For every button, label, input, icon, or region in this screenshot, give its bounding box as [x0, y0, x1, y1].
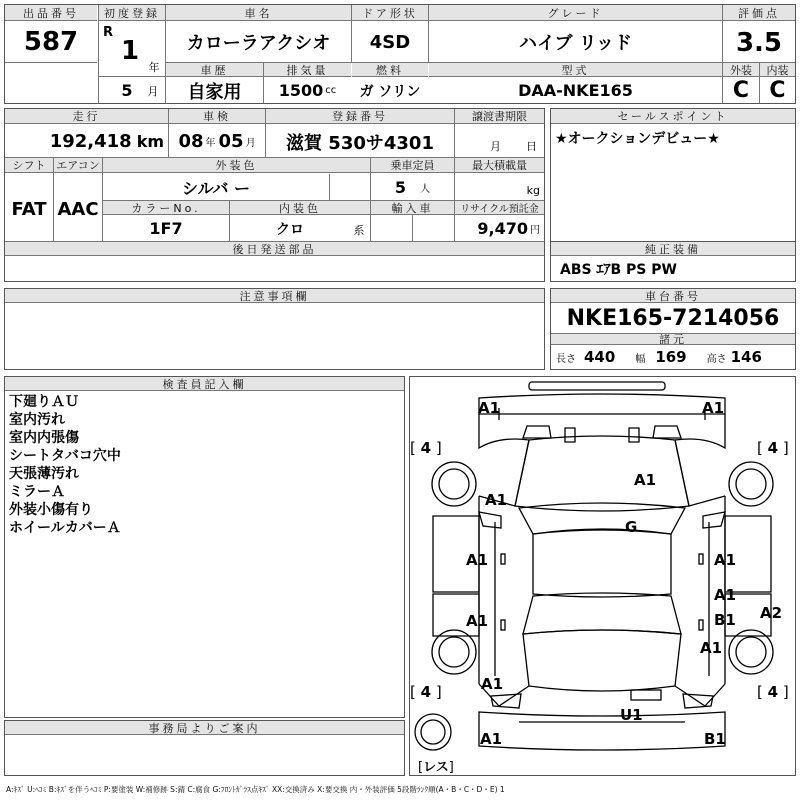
inspector-header: 検査員記入欄	[5, 377, 404, 391]
registration-number: 滋賀 530サ4301	[286, 132, 434, 154]
tire-fl-value: 4	[420, 439, 432, 457]
specs-header: 諸元	[551, 333, 795, 345]
damage-hood: A1	[634, 471, 657, 489]
tire-front-right: [ 4 ]	[757, 439, 789, 457]
damage-front-left: A1	[478, 399, 501, 417]
exterior-grade: C	[732, 78, 750, 103]
ext-color-header: 外装色	[103, 158, 370, 173]
capacity-unit: 人	[420, 183, 431, 195]
int-color-header: 内装色	[230, 201, 370, 215]
note-line: 天張薄汚れ	[9, 466, 79, 482]
interior-grade: C	[769, 78, 786, 103]
inspection-year: 08	[178, 131, 204, 152]
interior-header: 内装	[760, 63, 795, 77]
damage-roof: G	[625, 518, 638, 536]
transfer-day-unit: 日	[526, 140, 537, 153]
sales-point-header: セールスポイント	[551, 109, 795, 124]
fuel-header: 燃料	[352, 63, 428, 77]
recycle-unit: 円	[530, 225, 540, 236]
note-line: 室内汚れ	[9, 412, 65, 428]
shift: FAT	[11, 198, 47, 220]
damage-left-front-fender: A1	[485, 491, 508, 509]
caution-header: 注意事項欄	[5, 289, 544, 303]
note-line: 外装小傷有り	[9, 502, 93, 518]
length: 440	[584, 348, 616, 366]
door-header: ドア形状	[352, 5, 428, 21]
inspection-date	[169, 126, 265, 157]
note-line: 下廻りＡＵ	[9, 394, 79, 410]
note-line: ホイールカバーＡ	[9, 520, 121, 536]
color-no-header: カラーNo.	[103, 201, 229, 215]
inspector-notes	[9, 393, 399, 537]
dimensions	[554, 346, 794, 368]
door-type: 4SD	[369, 31, 411, 53]
aircon: AAC	[57, 198, 99, 220]
first-reg-header: 初度登録	[99, 5, 165, 21]
note-line: 室内内張傷	[9, 430, 79, 446]
transfer-month-unit: 月	[490, 140, 501, 153]
inspection-month: 05	[218, 131, 244, 152]
displacement	[264, 78, 351, 103]
car-name: カローラアクシオ	[186, 33, 331, 54]
genuine-equip: ABS ｴｱB PS PW	[560, 262, 677, 278]
tire-rear-left: [ 4 ]	[410, 683, 442, 701]
chassis-number: NKE165-7214056	[566, 305, 780, 331]
color-no: 1F7	[149, 219, 183, 238]
note-line: ミラーＡ	[9, 484, 65, 500]
exterior-header: 外装	[723, 63, 759, 77]
height-label: 高さ	[706, 353, 727, 365]
car-diagram	[409, 376, 796, 776]
max-load-unit: kg	[526, 183, 540, 197]
lot-no: 587	[23, 27, 79, 57]
model-code: DAA-NKE165	[518, 81, 633, 100]
damage-right-rear-door-upper: A1	[714, 586, 737, 604]
model-code-header: 型式	[429, 63, 722, 77]
tire-fr-value: 4	[767, 439, 779, 457]
width: 169	[655, 348, 687, 366]
damage-right-rear-fender: A1	[700, 639, 723, 657]
capacity-value: 5	[394, 177, 407, 197]
mileage-header: 走行	[5, 109, 168, 124]
note-line: シートタバコ穴中	[9, 448, 121, 464]
mileage-unit: km	[136, 132, 164, 151]
damage-right-side: A2	[760, 604, 783, 622]
damage-front-right: A1	[702, 399, 725, 417]
history: 自家用	[187, 81, 242, 103]
sales-point: ★オークションデビュー★	[555, 131, 720, 147]
transfer-header: 譲渡書期限	[455, 109, 544, 124]
displacement-unit: cc	[325, 85, 337, 96]
recycle-value: 9,470	[477, 219, 528, 238]
aircon-header: エアコン	[54, 158, 102, 173]
tire-rear-right: [ 4 ]	[757, 683, 789, 701]
import-header: 輸入車	[371, 201, 454, 215]
recycle-header: リサイクル預託金	[455, 201, 544, 215]
int-color: クロ	[276, 221, 304, 238]
chassis-header: 車台番号	[551, 289, 795, 303]
inspection-header: 車検	[169, 109, 265, 124]
capacity	[371, 174, 454, 200]
car-name-header: 車名	[166, 5, 351, 21]
office-header: 事務局よりご案内	[5, 721, 404, 735]
width-label: 幅	[635, 353, 646, 365]
history-header: 車歴	[166, 63, 263, 77]
damage-left-front-door: A1	[466, 551, 489, 569]
damage-left-rear-fender: A1	[481, 675, 504, 693]
mileage	[5, 126, 168, 157]
recycle-fee	[455, 216, 544, 241]
score: 3.5	[735, 28, 783, 58]
damage-rear-panel: U1	[620, 706, 643, 724]
inspection-year-unit: 年	[205, 138, 216, 149]
tire-rl-value: 4	[420, 683, 432, 701]
spare-value: レス	[423, 760, 449, 775]
tire-front-left: [ 4 ]	[410, 439, 442, 457]
inspection-month-unit: 月	[245, 138, 256, 149]
length-label: 長さ	[556, 353, 576, 365]
height: 146	[730, 348, 762, 366]
registration-header: 登録番号	[266, 109, 454, 124]
lot-no-header: 出品番号	[5, 5, 97, 21]
reg-year: 1	[120, 36, 140, 66]
score-header: 評価点	[723, 5, 795, 21]
reg-month-unit: 月	[147, 85, 159, 98]
int-color-unit: 系	[353, 224, 365, 237]
mileage-value: 192,418	[49, 131, 132, 152]
spare-tire: [レス]	[418, 760, 454, 775]
damage-rear-right: B1	[704, 730, 726, 748]
grade: ハイブ リッド	[518, 33, 632, 54]
max-load-header: 最大積載量	[455, 158, 544, 173]
damage-right-front-door: A1	[714, 551, 737, 569]
tire-rr-value: 4	[767, 683, 779, 701]
damage-rear-left: A1	[480, 730, 503, 748]
legend: A:ｷｽﾞ U:ﾍｺﾐ B:ｷｽﾞを伴うﾍｺﾐ P:要塗装 W:補修跡 S:錆 C:腐食 G:ﾌﾛﾝﾄｶﾞﾗｽ点ｷｽﾞ XX:交換済み X:要交換 内・外装評価 5段階ﾗﾝｸ順(A・B・C・D・E) 1	[6, 785, 505, 794]
displacement-header: 排気量	[264, 63, 351, 77]
damage-right-rear-door-lower: B1	[714, 611, 736, 629]
displacement-value: 1500	[278, 81, 324, 100]
capacity-header: 乗車定員	[371, 158, 454, 173]
reg-year-unit: 年	[148, 61, 160, 74]
ext-color: シルバ ー	[181, 178, 251, 198]
grade-header: グレード	[429, 5, 722, 21]
reg-month: 5	[121, 80, 133, 100]
era: R	[102, 24, 113, 40]
later-parts-header: 後日発送部品	[5, 242, 544, 256]
shift-header: シフト	[5, 158, 53, 173]
fuel: ガ ソリン	[359, 83, 421, 100]
genuine-equip-header: 純正装備	[551, 242, 795, 256]
damage-left-rear-door: A1	[466, 612, 489, 630]
